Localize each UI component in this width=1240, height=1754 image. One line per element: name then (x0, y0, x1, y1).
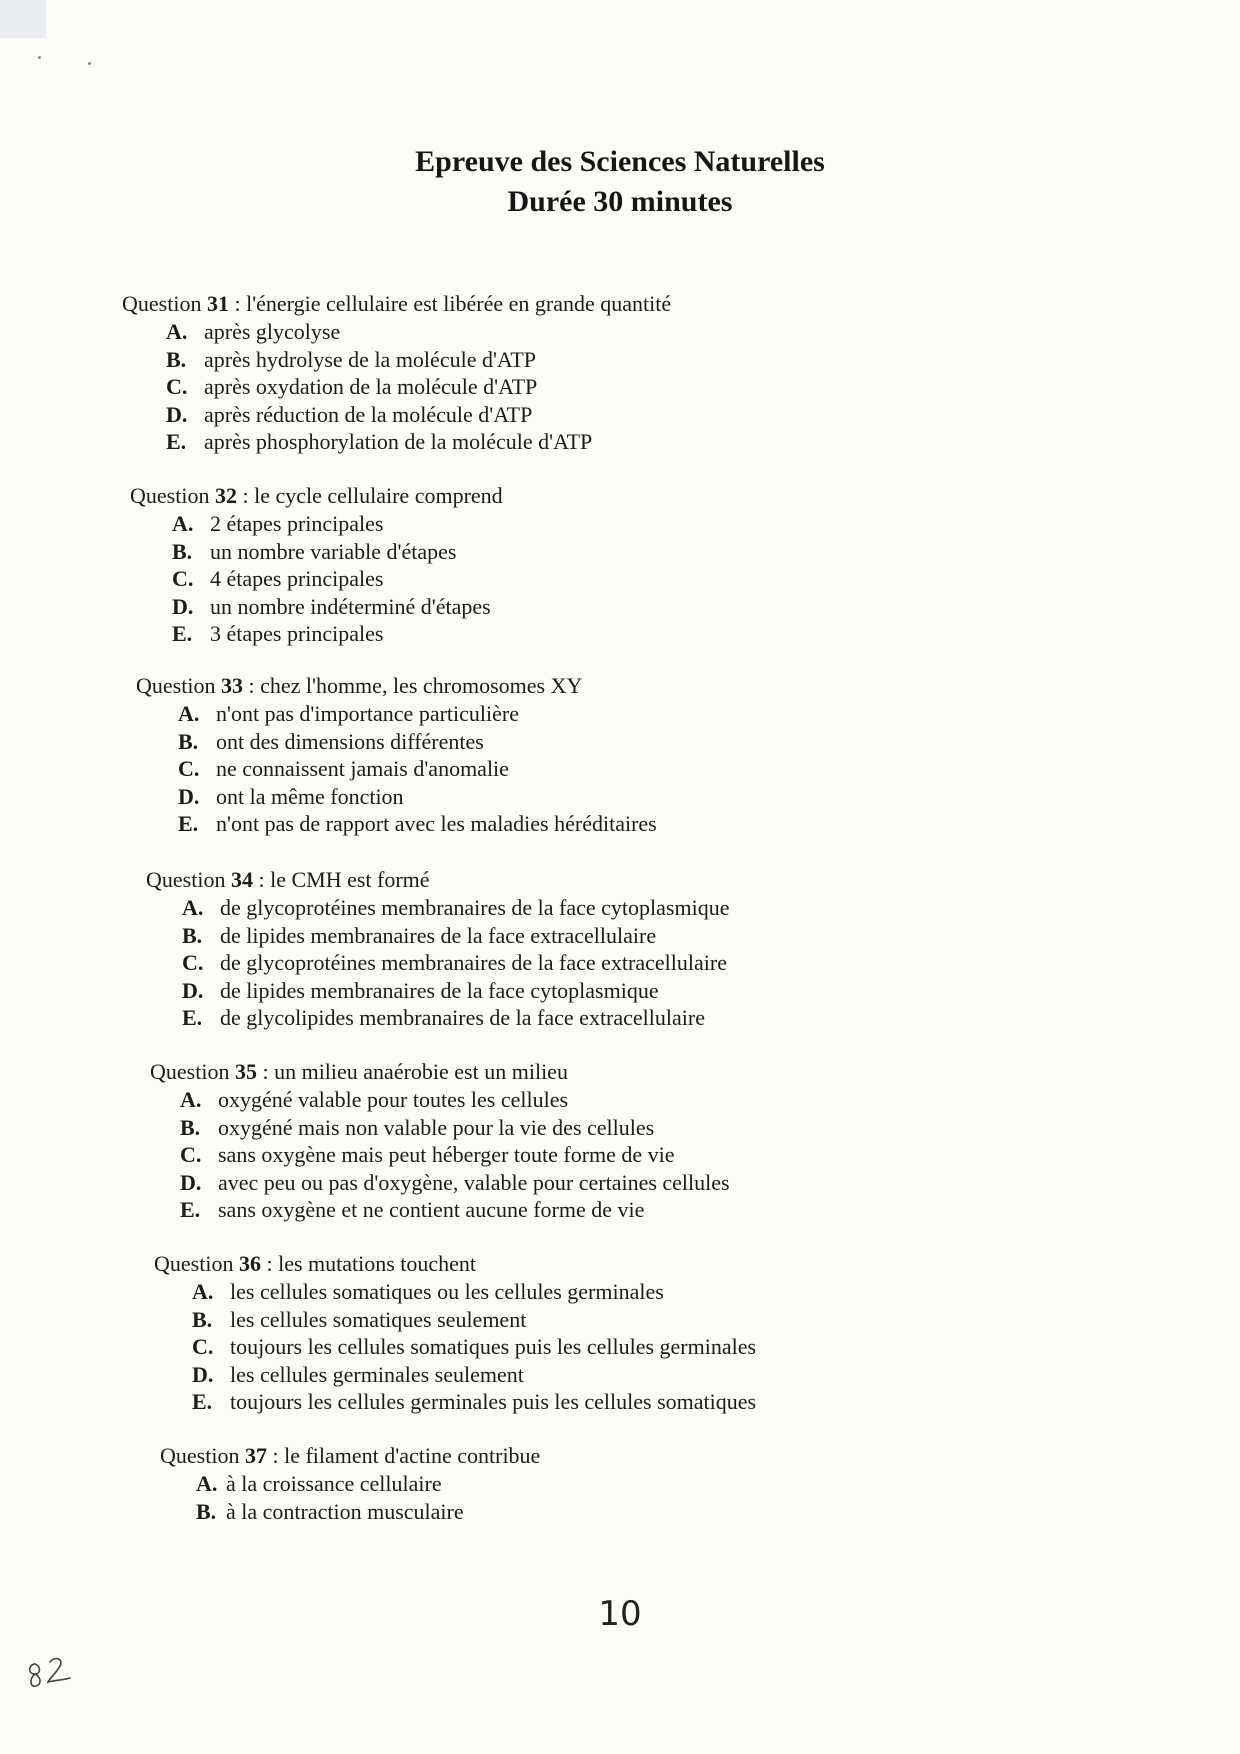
answer-option-c[interactable] (182, 949, 729, 977)
option-text: oxygéné valable pour toutes les cellules (218, 1087, 569, 1112)
option-text: après glycolyse (204, 319, 341, 344)
answer-option-b[interactable] (178, 728, 657, 756)
question-number: 37 (244, 1443, 267, 1468)
answer-option-e[interactable] (178, 810, 657, 838)
option-text: oxygéné mais non valable pour la vie des cellules (218, 1114, 655, 1140)
option-letter: A. (180, 1087, 202, 1112)
option-letter: A. (166, 319, 188, 344)
option-text: avec peu ou pas d'oxygène, valable pour certaines cellules (218, 1169, 730, 1195)
option-letter: B. (166, 346, 187, 372)
option-text: les cellules somatiques seulement (230, 1306, 527, 1332)
option-letter: D. (166, 401, 188, 427)
option-letter: B. (196, 1498, 217, 1524)
exam-title: Epreuve des Sciences Naturelles (415, 145, 825, 178)
answer-option-b[interactable] (166, 346, 671, 374)
option-letter: A. (178, 701, 200, 726)
question-prompt: le filament d'actine contribue (284, 1443, 541, 1468)
option-letter: C. (182, 950, 204, 976)
option-text: après hydrolyse de la molécule d'ATP (204, 346, 537, 372)
option-letter: C. (172, 566, 194, 592)
question-separator: : (252, 867, 271, 892)
question-title (146, 866, 729, 894)
option-text: ne connaissent jamais d'anomalie (216, 756, 509, 782)
option-letter: A. (172, 511, 194, 536)
exam-header (0, 142, 1240, 222)
option-text: de glycolipides membranaires de la face extracellulaire (220, 1005, 705, 1031)
answer-option-a[interactable] (192, 1278, 756, 1306)
option-letter: D. (182, 977, 204, 1003)
answer-options (172, 510, 503, 648)
question-title (154, 1250, 756, 1278)
question-number: 31 (206, 291, 229, 316)
option-text: de glycoprotéines membranaires de la face extracellulaire (220, 950, 727, 976)
answer-options (166, 318, 671, 456)
question-prompt: le cycle cellulaire comprend (254, 483, 503, 508)
option-text: n'ont pas d'importance particulière (216, 701, 519, 726)
question-31 (122, 290, 671, 456)
option-text: après phosphorylation de la molécule d'ATP (204, 429, 593, 455)
option-text: toujours les cellules germinales puis les cellules somatiques (230, 1389, 757, 1415)
question-label: Question (160, 1443, 240, 1468)
option-letter: A. (196, 1471, 218, 1496)
option-letter: C. (180, 1142, 202, 1168)
answer-option-b[interactable] (192, 1306, 756, 1334)
question-separator: : (242, 673, 261, 698)
option-text: de lipides membranaires de la face extracellulaire (220, 922, 657, 948)
question-number: 32 (214, 483, 237, 508)
option-letter: C. (166, 374, 188, 400)
answer-option-d[interactable] (192, 1361, 756, 1389)
question-separator: : (236, 483, 255, 508)
option-text: sans oxygène mais peut héberger toute forme de vie (218, 1142, 675, 1168)
answer-option-c[interactable] (180, 1141, 730, 1169)
answer-option-a[interactable] (172, 510, 503, 538)
answer-option-d[interactable] (166, 401, 671, 429)
question-35 (150, 1058, 730, 1224)
option-letter: B. (182, 922, 203, 948)
question-title (122, 290, 671, 318)
answer-option-b[interactable] (182, 922, 729, 950)
question-number: 34 (230, 867, 253, 892)
question-prompt: les mutations touchent (278, 1251, 477, 1276)
option-text: après réduction de la molécule d'ATP (204, 401, 533, 427)
option-letter: D. (178, 783, 200, 809)
option-letter: B. (172, 538, 193, 564)
option-text: de glycoprotéines membranaires de la face cytoplasmique (220, 895, 730, 920)
scan-speck (88, 62, 91, 65)
question-title (160, 1442, 540, 1470)
option-text: 2 étapes principales (210, 511, 384, 536)
question-label: Question (122, 291, 202, 316)
answer-option-a[interactable] (182, 894, 729, 922)
option-text: les cellules germinales seulement (230, 1361, 524, 1387)
question-number: 33 (220, 673, 243, 698)
page-number: 10 (598, 1594, 642, 1634)
option-letter: B. (192, 1306, 213, 1332)
handwritten-margin-note (24, 1648, 84, 1698)
question-title (130, 482, 503, 510)
question-number: 36 (238, 1251, 261, 1276)
question-prompt: l'énergie cellulaire est libérée en grande quantité (246, 291, 672, 316)
question-32 (130, 482, 503, 648)
answer-option-a[interactable] (196, 1470, 540, 1498)
question-title (136, 672, 657, 700)
answer-option-e[interactable] (180, 1196, 730, 1224)
answer-option-c[interactable] (178, 755, 657, 783)
question-label: Question (130, 483, 210, 508)
answer-option-d[interactable] (178, 783, 657, 811)
answer-options (180, 1086, 730, 1224)
option-text: les cellules somatiques ou les cellules germinales (230, 1279, 664, 1304)
question-label: Question (154, 1251, 234, 1276)
question-34 (146, 866, 729, 1032)
option-text: un nombre indéterminé d'étapes (210, 593, 491, 619)
answer-option-c[interactable] (172, 565, 503, 593)
answer-option-a[interactable] (166, 318, 671, 346)
option-text: toujours les cellules somatiques puis les cellules germinales (230, 1334, 757, 1360)
option-text: un nombre variable d'étapes (210, 538, 457, 564)
option-letter: E. (182, 1005, 203, 1031)
question-separator: : (266, 1443, 285, 1468)
answer-option-b[interactable] (180, 1114, 730, 1142)
answer-options (196, 1470, 540, 1525)
option-text: après oxydation de la molécule d'ATP (204, 374, 538, 400)
option-letter: E. (192, 1389, 213, 1415)
answer-option-d[interactable] (180, 1169, 730, 1197)
question-36 (154, 1250, 756, 1416)
answer-option-b[interactable] (196, 1498, 540, 1526)
exam-duration: Durée 30 minutes (507, 185, 733, 218)
scan-corner-mark (0, 0, 46, 38)
scan-speck (38, 56, 41, 59)
option-letter: B. (178, 728, 199, 754)
question-separator: : (260, 1251, 279, 1276)
question-label: Question (136, 673, 216, 698)
option-letter: C. (178, 756, 200, 782)
question-33 (136, 672, 657, 838)
answer-option-a[interactable] (180, 1086, 730, 1114)
answer-option-e[interactable] (182, 1004, 729, 1032)
option-letter: A. (192, 1279, 214, 1304)
option-letter: D. (192, 1361, 214, 1387)
option-text: 4 étapes principales (210, 566, 384, 592)
answer-option-c[interactable] (192, 1333, 756, 1361)
option-letter: A. (182, 895, 204, 920)
option-letter: D. (172, 593, 194, 619)
question-label: Question (150, 1059, 230, 1084)
option-letter: B. (180, 1114, 201, 1140)
question-number: 35 (234, 1059, 257, 1084)
option-letter: D. (180, 1169, 202, 1195)
option-text: ont la même fonction (216, 783, 404, 809)
option-letter: E. (166, 429, 187, 455)
answer-options (192, 1278, 756, 1416)
question-separator: : (256, 1059, 275, 1084)
question-separator: : (228, 291, 247, 316)
option-letter: E. (178, 811, 199, 837)
answer-option-c[interactable] (166, 373, 671, 401)
answer-option-e[interactable] (172, 620, 503, 648)
question-label: Question (146, 867, 226, 892)
answer-options (178, 700, 657, 838)
question-prompt: chez l'homme, les chromosomes XY (260, 673, 583, 698)
answer-option-e[interactable] (166, 428, 671, 456)
option-text: 3 étapes principales (210, 621, 384, 647)
answer-option-b[interactable] (172, 538, 503, 566)
option-text: à la croissance cellulaire (226, 1471, 442, 1496)
question-prompt: un milieu anaérobie est un milieu (274, 1059, 568, 1084)
option-letter: E. (172, 621, 193, 647)
option-letter: C. (192, 1334, 214, 1360)
answer-option-d[interactable] (182, 977, 729, 1005)
option-text: de lipides membranaires de la face cytoplasmique (220, 977, 659, 1003)
option-letter: E. (180, 1197, 201, 1223)
question-title (150, 1058, 730, 1086)
answer-options (182, 894, 729, 1032)
option-text: sans oxygène et ne contient aucune forme de vie (218, 1197, 645, 1223)
option-text: à la contraction musculaire (226, 1498, 464, 1524)
option-text: n'ont pas de rapport avec les maladies héréditaires (216, 811, 657, 837)
answer-option-d[interactable] (172, 593, 503, 621)
answer-option-e[interactable] (192, 1388, 756, 1416)
answer-option-a[interactable] (178, 700, 657, 728)
question-37 (160, 1442, 540, 1525)
question-prompt: le CMH est formé (270, 867, 430, 892)
option-text: ont des dimensions différentes (216, 728, 484, 754)
